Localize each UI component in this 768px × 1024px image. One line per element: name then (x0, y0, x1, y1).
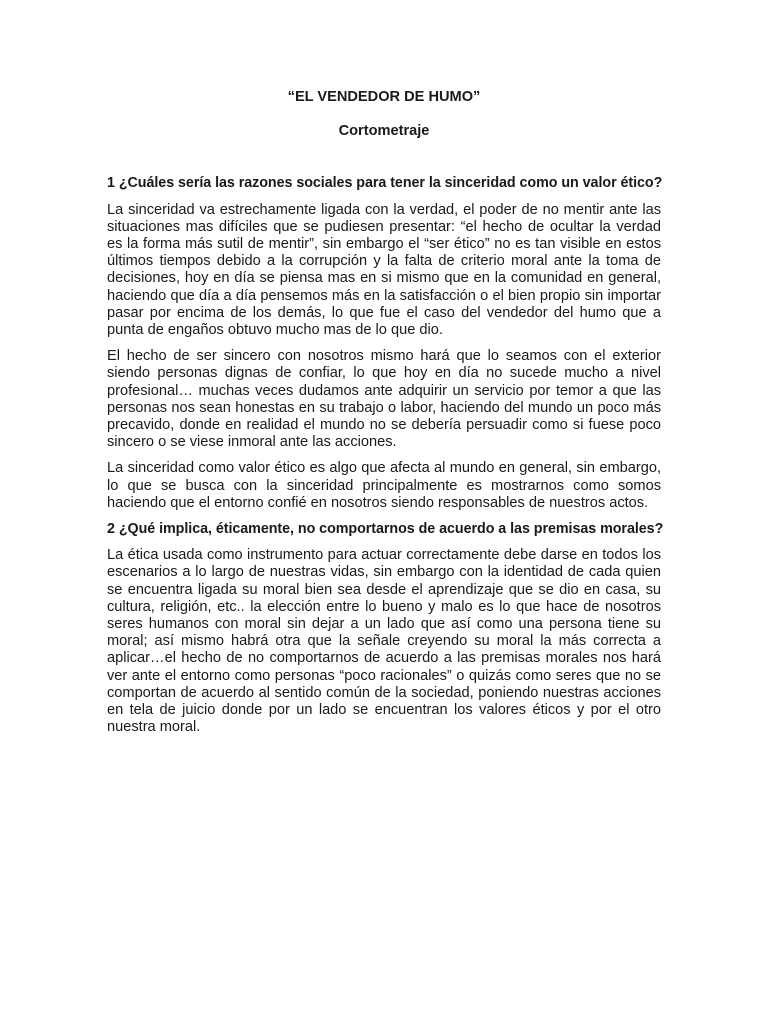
answer-1-paragraph-3: La sinceridad como valor ético es algo que afecta al mundo en general, sin embargo, lo que se busca con la sinceridad principalmente es mostrarnos como somos haciendo que el entorno confié en nosotros siendo responsables de nuestros actos. (107, 460, 661, 511)
document-subtitle: Cortometraje (338, 123, 430, 140)
document-title: “EL VENDEDOR DE HUMO” (287, 89, 481, 105)
question-2-heading: 2 ¿Qué implica, éticamente, no comportarnos de acuerdo a las premisas morales? (107, 521, 664, 538)
document-content (107, 89, 664, 737)
answer-1-paragraph-1: La sinceridad va estrechamente ligada con la verdad, el poder de no mentir ante las situaciones mas difíciles que se pudiesen presentar: “el hecho de ocultar la verdad es la forma más sutil de mentir”, sin embargo el “ser ético” no es tan visible en estos últimos tiempos debido a la corrupción y la falta de criterio moral ante la toma de decisiones, hoy en día se piensa mas en si mismo que en la comunidad en general, haciendo que día a día pensemos más en la satisfacción o el bien propio sin importar pasar por encima de los demás, lo que fue el caso del vendedor del humo que a punta de engaños obtuvo mucho mas de lo que dio. (107, 201, 661, 339)
question-1-heading: 1 ¿Cuáles sería las razones sociales para tener la sinceridad como un valor ético? (107, 175, 663, 192)
answer-1-paragraph-2: El hecho de ser sincero con nosotros mismo hará que lo seamos con el exterior siendo personas dignas de confiar, lo que hoy en día no sucede mucho a nivel profesional… muchas veces dudamos ante adquirir un servicio por temor a que las personas nos sean honestas en su trabajo o labor, haciendo del mundo un poco más precavido, donde en realidad el mundo no se debería persuadir como si fuese poco sincero o se viese inmoral ante las acciones. (107, 348, 661, 451)
answer-2-paragraph-1: La ética usada como instrumento para actuar correctamente debe darse en todos los escenarios a lo largo de nuestras vidas, sin embargo con la identidad de cada quien se encuentra ligada su moral bien sea desde el aprendizaje que se dio en casa, su cultura, religión, etc.. la elección entre lo bueno y malo es lo que hace de nosotros seres humanos con moral sin dejar a un lado que así como una persona tiene su moral; así mismo habrá otra que la señale creyendo su moral la más correcta a aplicar…el hecho de no comportarnos de acuerdo a las premisas morales nos hará ver ante el entorno como personas “poco racionales” o quizás como seres que no se comportan de acuerdo al sentido común de la sociedad, poniendo nuestras acciones en tela de juicio donde por un lado se encuentran los valores éticos y por el otro nuestra moral. (107, 547, 661, 736)
